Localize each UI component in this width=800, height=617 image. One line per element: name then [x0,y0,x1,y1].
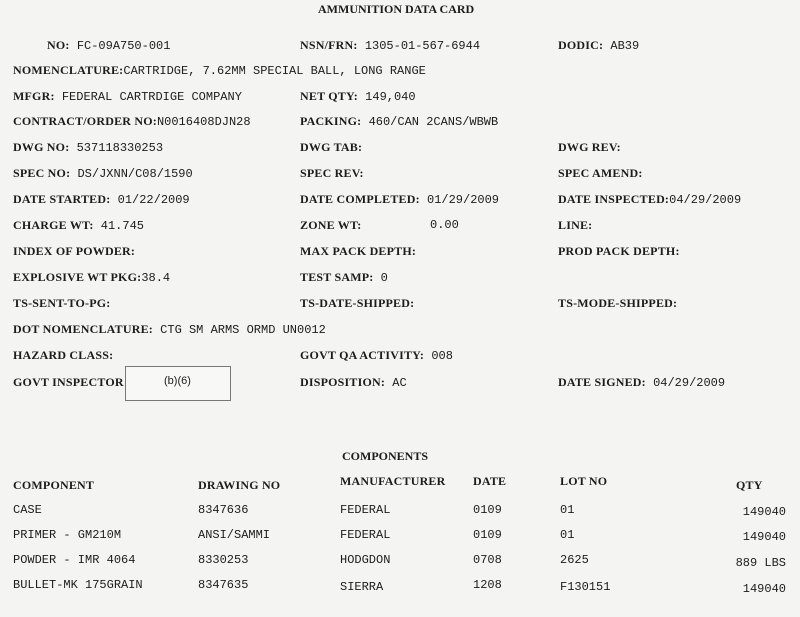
dwg-tab-field [300,140,362,155]
net-qty-field [300,89,416,104]
packing-field [300,114,498,129]
component-drawing: 8347636 [198,503,249,517]
charge-wt-value: 41.745 [100,219,144,233]
max-pack-label: MAX PACK DEPTH: [300,244,417,258]
date-inspected-label: DATE INSPECTED: [558,192,670,206]
line-field [558,218,592,233]
disposition-value: AC [392,376,407,390]
nsn-value: 1305-01-567-6944 [364,39,481,53]
net-qty-value: 149,040 [365,90,416,104]
dodic-value: AB39 [610,39,640,53]
component-manufacturer: FEDERAL [340,503,391,517]
date-signed-value: 04/29/2009 [653,376,726,390]
spec-no-value: DS/JXNN/C08/1590 [77,167,193,181]
date-completed-field [300,192,499,207]
dwg-rev-label: DWG REV: [558,140,621,154]
spec-amend-field [558,166,643,181]
prod-pack-field [558,244,680,259]
charge-wt-label: CHARGE WT: [13,218,94,232]
nomenclature-field [13,63,426,78]
date-signed-label: DATE SIGNED: [558,375,646,389]
dwg-tab-label: DWG TAB: [300,140,363,154]
component-manufacturer: HODGDON [340,553,391,567]
component-manufacturer: FEDERAL [340,528,391,542]
hazard-field [13,348,113,363]
component-date: 0708 [473,553,502,567]
contract-value: N0016408DJN28 [156,115,251,129]
max-pack-field [300,244,416,259]
ts-mode-label: TS-MODE-SHIPPED: [558,296,678,310]
redaction-code: (b)(6) [164,375,191,387]
spec-amend-label: SPEC AMEND: [558,166,643,180]
spec-no-field [13,166,193,181]
component-name: CASE [13,503,42,517]
component-lot: F130151 [560,580,611,594]
dwg-rev-field [558,140,621,155]
redaction-box [125,366,231,401]
mfgr-value: FEDERAL CARTRDIGE COMPANY [61,90,242,104]
spec-rev-field [300,166,364,181]
ts-mode-field [558,296,677,311]
explosive-wt-label: EXPLOSIVE WT PKG: [13,270,142,284]
ts-date-field [300,296,414,311]
test-samp-value: 0 [380,271,388,285]
col-manufacturer: MANUFACTURER [340,474,446,488]
component-name: POWDER - IMR 4064 [13,553,136,567]
col-lot-no: LOT NO [560,474,608,488]
component-lot: 01 [560,503,575,517]
dodic-field [558,38,639,53]
component-date: 0109 [473,503,502,517]
lot-no-label: NO: [47,38,70,52]
packing-value: 460/CAN 2CANS/WBWB [368,115,499,129]
component-qty: 889 LBS [735,556,786,570]
dodic-label: DODIC: [558,38,604,52]
date-started-label: DATE STARTED: [13,192,111,206]
spec-no-label: SPEC NO: [13,166,71,180]
date-started-value: 01/22/2009 [117,193,190,207]
nsn-label: NSN/FRN: [300,38,358,52]
col-drawing-no: DRAWING NO [198,478,281,492]
explosive-wt-field [13,270,170,285]
date-signed-field [558,375,725,390]
zone-wt-label: ZONE WT: [300,218,362,232]
components-heading: COMPONENTS [342,449,429,463]
component-qty: 149040 [742,530,786,544]
prod-pack-label: PROD PACK DEPTH: [558,244,680,258]
test-samp-label: TEST SAMP: [300,270,374,284]
col-qty: QTY [736,478,763,492]
charge-wt-field [13,218,144,233]
ts-sent-label: TS-SENT-TO-PG: [13,296,111,310]
net-qty-label: NET QTY: [300,89,358,103]
lot-no-field [47,38,170,53]
disposition-label: DISPOSITION: [300,375,386,389]
date-inspected-value: 04/29/2009 [669,193,742,207]
nomenclature-label: NOMENCLATURE: [13,63,124,77]
test-samp-field [300,270,388,285]
component-qty: 149040 [742,582,786,596]
dwg-no-value: 537118330253 [76,141,164,155]
contract-label: CONTRACT/ORDER NO: [13,114,157,128]
line-label: LINE: [558,218,593,232]
col-component: COMPONENT [13,478,95,492]
col-date: DATE [473,474,507,488]
component-drawing: ANSI/SAMMI [198,528,271,542]
spec-rev-label: SPEC REV: [300,166,364,180]
govt-inspector-field [13,375,124,390]
component-manufacturer: SIERRA [340,580,384,594]
component-lot: 2625 [560,553,589,567]
ts-sent-field [13,296,111,311]
index-powder-field [13,244,135,259]
component-drawing: 8347635 [198,578,249,592]
card-title: AMMUNITION DATA CARD [318,2,475,16]
zone-wt-field [300,218,362,233]
component-drawing: 8330253 [198,553,249,567]
disposition-field [300,375,407,390]
component-date: 0109 [473,528,502,542]
dot-nomen-value: CTG SM ARMS ORMD UN0012 [160,323,326,337]
component-lot: 01 [560,528,575,542]
date-completed-value: 01/29/2009 [427,193,500,207]
nsn-field [300,38,480,53]
dwg-no-label: DWG NO: [13,140,70,154]
mfgr-label: MFGR: [13,89,55,103]
component-name: PRIMER - GM210M [13,528,122,542]
dwg-no-field [13,140,163,155]
date-inspected-field [558,192,741,207]
govt-inspector-label: GOVT INSPECTOR [13,375,124,389]
date-completed-label: DATE COMPLETED: [300,192,420,206]
component-name: BULLET-MK 175GRAIN [13,578,143,592]
dot-nomen-label: DOT NOMENCLATURE: [13,322,153,336]
explosive-wt-value: 38.4 [141,271,171,285]
date-started-field [13,192,190,207]
index-powder-label: INDEX OF POWDER: [13,244,136,258]
nomenclature-value: CARTRIDGE, 7.62MM SPECIAL BALL, LONG RANGE [123,64,426,78]
component-qty: 149040 [742,505,786,519]
component-date: 1208 [473,578,502,592]
govt-qa-value: 008 [431,349,453,363]
mfgr-field [13,89,242,104]
hazard-label: HAZARD CLASS: [13,348,114,362]
dot-nomen-field [13,322,326,337]
packing-label: PACKING: [300,114,362,128]
govt-qa-label: GOVT QA ACTIVITY: [300,348,425,362]
contract-field [13,114,251,129]
zone-wt-value: 0.00 [430,218,459,232]
lot-no-value: FC-09A750-001 [76,39,171,53]
govt-qa-field [300,348,453,363]
ts-date-label: TS-DATE-SHIPPED: [300,296,415,310]
